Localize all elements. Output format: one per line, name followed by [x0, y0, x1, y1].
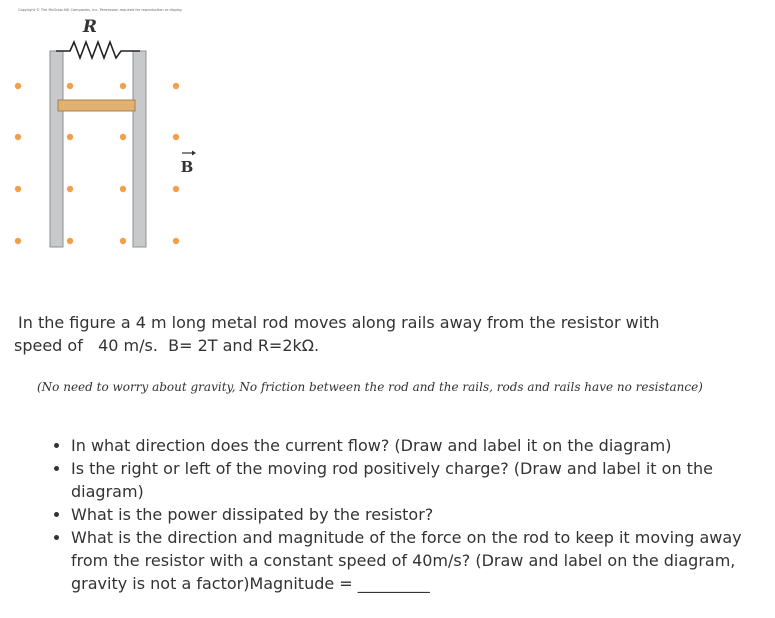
field-dot [67, 83, 73, 89]
question-list [52, 434, 761, 595]
field-dot [67, 186, 73, 192]
field-dot [173, 83, 179, 89]
field-dot [15, 134, 21, 140]
field-dot [173, 134, 179, 140]
problem-line-2: speed of 40 m/s. B= 2T and R=2kΩ. [14, 336, 320, 355]
field-dot [67, 134, 73, 140]
resistor-label: R [82, 17, 98, 37]
question-item: • Is the right or left of the moving rod positively charge? (Draw and label it on the diagram) [71, 457, 761, 503]
circuit-figure [0, 0, 210, 260]
field-dot [67, 238, 73, 244]
question-item: • In what direction does the current flow? (Draw and label it on the diagram) [71, 434, 761, 457]
left-rail [50, 51, 63, 247]
circuit-diagram [0, 0, 210, 260]
field-label: B [180, 158, 194, 176]
field-dot [15, 238, 21, 244]
field-dot [173, 238, 179, 244]
right-rail [133, 51, 146, 247]
assumptions-note: (No need to worry about gravity, No friction between the rod and the rails, rods and rails have no resistance) [37, 380, 703, 394]
field-dot [120, 238, 126, 244]
vector-arrowhead-icon [192, 151, 196, 156]
magnetic-field-label [181, 151, 196, 177]
field-dot [15, 83, 21, 89]
field-dot [120, 134, 126, 140]
field-dot [173, 186, 179, 192]
question-item: • What is the direction and magnitude of the force on the rod to keep it moving away from the resistor with a constant speed of 40m/s? (Draw and label on the diagram, gravity is not a factor)Magnitude = _________ [71, 526, 761, 595]
problem-statement [14, 311, 754, 357]
resistor-symbol [56, 42, 140, 58]
field-dot [120, 186, 126, 192]
problem-line-1: In the figure a 4 m long metal rod moves along rails away from the resistor with [18, 313, 660, 332]
copyright-notice: Copyright © The McGraw-Hill Companies, Inc. Permission required for reproduction or display. [18, 8, 183, 12]
metal-rod [58, 100, 135, 111]
field-dot [15, 186, 21, 192]
question-item: • What is the power dissipated by the resistor? [71, 503, 761, 526]
field-dot [120, 83, 126, 89]
